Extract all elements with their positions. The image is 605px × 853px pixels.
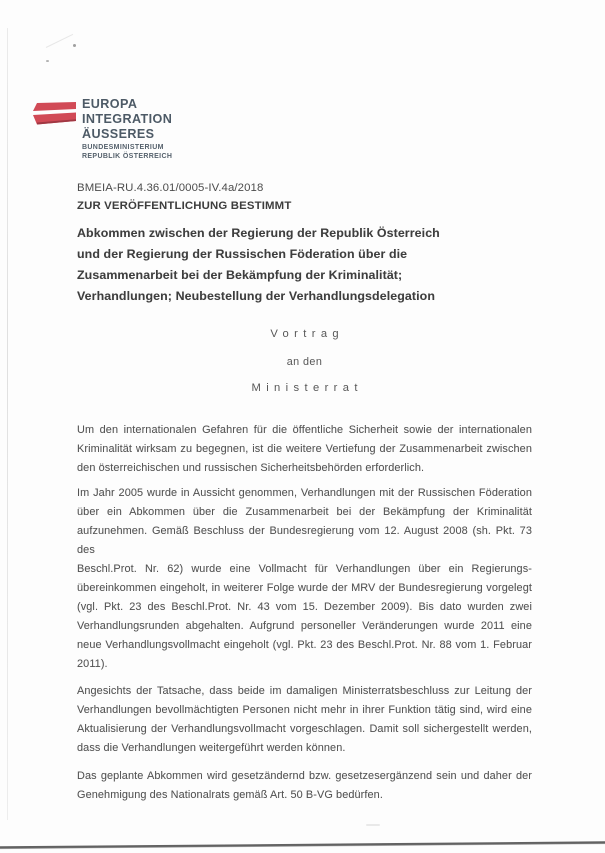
logo-org-line: EUROPA: [82, 97, 138, 111]
logo-org-line: ÄUSSERES: [82, 127, 155, 141]
austrian-flag-icon: [33, 101, 76, 128]
scan-smudge: [366, 824, 380, 826]
logo-ministry-line: BUNDESMINISTERIUM: [82, 144, 164, 151]
salutation-preposition: an den: [286, 356, 323, 368]
paragraph-line: Beschl.Prot. Nr. 62) wurde eine Vollmacht für Verhandlungen über ein Regierungs-: [77, 563, 532, 575]
header-block: [77, 179, 532, 215]
paragraph-line: Angesichts der Tatsache, dass beide im damaligen Ministerratsbeschluss zur Leitung der: [77, 685, 532, 697]
paragraph: [77, 421, 532, 478]
logo-org-lines: [82, 97, 172, 142]
scan-smudge: [46, 34, 73, 48]
subject-title: [77, 223, 547, 307]
paragraph-line: Im Jahr 2005 wurde in Aussicht genommen, Verhandlungen mit der Russischen Föderation: [77, 487, 532, 499]
logo-ministry-line: REPUBLIK ÖSTERREICH: [82, 152, 173, 160]
scan-speck: [46, 60, 49, 62]
paragraph-line: Das geplante Abkommen wird gesetzändernd bzw. gesetzesergänzend sein und daher der: [77, 770, 532, 782]
bmeia-logo: [33, 97, 172, 161]
subject-line: Verhandlungen; Neubestellung der Verhandlungsdelegation: [77, 289, 435, 303]
logo-ministry-lines: [82, 144, 172, 161]
paragraph: [77, 767, 532, 805]
paragraph: [77, 682, 532, 758]
paragraph-line: neue Verhandlungsvollmacht eingeholt (vgl. Pkt. 23 des Beschl.Prot. Nr. 88 vom 1. Februar: [77, 639, 532, 651]
logo-org-line: INTEGRATION: [82, 112, 173, 126]
subject-line: und der Regierung der Russischen Föderation über die: [77, 247, 408, 261]
paragraph-line: (vgl. Pkt. 23 des Beschl.Prot. Nr. 43 vom 15. Dezember 2009). Bis dato wurden zwei: [77, 601, 532, 613]
document-body: [77, 421, 532, 805]
classification-note: ZUR VERÖFFENTLICHUNG BESTIMMT: [77, 200, 292, 212]
subject-line: Abkommen zwischen der Regierung der Republik Österreich: [77, 226, 440, 240]
paragraph-line: Aktualisierung der Verhandlungsvollmacht vorgeschlagen. Damit soll sichergestellt werden,: [77, 723, 532, 735]
paragraph: [77, 484, 532, 674]
paragraph-line: Genehmigung des Nationalrats gemäß Art. 50 B-VG bedürfen.: [77, 789, 383, 801]
paragraph-line: Kriminalität wirksam zu begegnen, ist die weitere Vertiefung der Zusammenarbeit zwischen: [77, 443, 532, 455]
paragraph-line: Verhandlungsrunden abgehalten. Aufgrund personeller Veränderungen wurde 2011 eine: [77, 620, 532, 632]
paragraph-line: aufzunehmen. Gemäß Beschluss der Bundesregierung vom 12. August 2008 (sh. Pkt. 73 des: [77, 525, 532, 556]
recipient-heading: Ministerrat: [251, 382, 363, 394]
scan-speck: [73, 44, 76, 47]
reference-number: BMEIA-RU.4.36.01/0005-IV.4a/2018: [77, 182, 264, 194]
subject-line: Zusammenarbeit bei der Bekämpfung der Kriminalität;: [77, 268, 403, 282]
paragraph-line: Um den internationalen Gefahren für die öffentliche Sicherheit sowie der internationalen: [77, 424, 532, 436]
document-type-heading: Vortrag: [270, 328, 345, 340]
paragraph-line: über ein Abkommen über die Zusammenarbeit bei der Bekämpfung der Kriminalität: [77, 506, 532, 518]
logo-text: [82, 97, 172, 161]
paragraph-line: 2011).: [77, 658, 108, 670]
paragraph-line: Verhandlungen bevollmächtigten Personen nicht mehr in ihrer Funktion tätig sind, wird eine: [77, 704, 532, 716]
paragraph-line: dass die Verhandlungen weitergeführt werden können.: [77, 742, 346, 754]
paragraph-line: den österreichischen und russischen Sicherheitsbehörden erforderlich.: [77, 462, 425, 474]
scan-left-edge: [7, 28, 8, 820]
scan-bottom-edge: [0, 836, 605, 853]
paragraph-line: übereinkommen eingeholt, in weiterer Folge wurde der MRV der Bundesregierung vorgelegt: [77, 582, 532, 594]
